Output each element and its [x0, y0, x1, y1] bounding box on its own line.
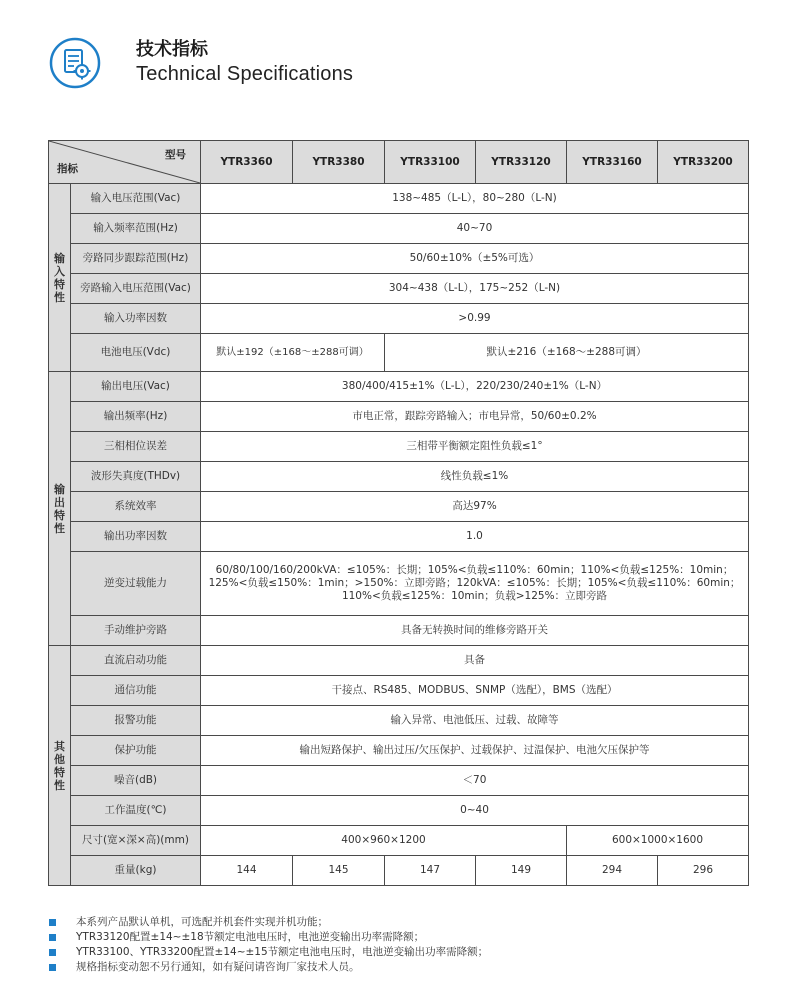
row-label: 尺寸(宽×深×高)(mm) [71, 826, 201, 856]
row-label: 输入电压范围(Vac) [71, 184, 201, 214]
table-row [49, 184, 749, 214]
page-subtitle: Technical Specifications [136, 63, 354, 85]
row-value: 具备无转换时间的维修旁路开关 [201, 616, 749, 646]
row-label: 输入频率范围(Hz) [71, 214, 201, 244]
footnotes [48, 915, 758, 975]
row-value: 输出短路保护、输出过压/欠压保护、过载保护、过温保护、电池欠压保护等 [201, 736, 749, 766]
footnote [48, 945, 758, 960]
table-row [49, 432, 749, 462]
table-row [49, 492, 749, 522]
table-row [49, 856, 749, 886]
table-row [49, 826, 749, 856]
table-row [49, 616, 749, 646]
row-value: 默认±216（±168～±288可调） [385, 334, 749, 372]
row-label: 噪音(dB) [71, 766, 201, 796]
category-output: 输出特性 [49, 372, 71, 646]
row-label: 直流启动功能 [71, 646, 201, 676]
row-value: 40~70 [201, 214, 749, 244]
table-row [49, 214, 749, 244]
footnote-text: 本系列产品默认单机，可选配并机套件实现并机功能； [76, 916, 328, 928]
row-value: 1.0 [201, 522, 749, 552]
table-row [49, 372, 749, 402]
footnote [48, 915, 758, 930]
row-label: 输入功率因数 [71, 304, 201, 334]
spec-table [48, 140, 749, 886]
model-header: YTR3360 [201, 141, 293, 184]
footnote-text: YTR33100、YTR33200配置±14~±15节额定电池电压时，电池逆变输出功率需降额； [76, 946, 489, 958]
row-value: 60/80/100/160/200kVA：≤105%：长期；105%<负载≤110%：60min；110%<负载≤125%：10min；125%<负载≤150%：1min；>150%：立即旁路；120kVA：≤105%：长期；105%<负载≤110%：60min；110%<负载≤125%：10min；负载>125%：立即旁路 [201, 552, 749, 616]
row-value: 600×1000×1600 [567, 826, 749, 856]
row-label: 三相相位误差 [71, 432, 201, 462]
row-value: >0.99 [201, 304, 749, 334]
square-bullet-icon [49, 964, 56, 971]
table-row [49, 766, 749, 796]
row-label: 保护功能 [71, 736, 201, 766]
row-label: 工作温度(℃) [71, 796, 201, 826]
square-bullet-icon [49, 919, 56, 926]
row-value: 三相带平衡额定阻性负载≤1° [201, 432, 749, 462]
row-value: 400×960×1200 [201, 826, 567, 856]
weight-value: 296 [658, 856, 749, 886]
table-row [49, 796, 749, 826]
row-value: 138~485（L-L），80~280（L-N) [201, 184, 749, 214]
row-label: 手动维护旁路 [71, 616, 201, 646]
row-value: ＜70 [201, 766, 749, 796]
square-bullet-icon [49, 934, 56, 941]
row-label: 逆变过载能力 [71, 552, 201, 616]
model-header: YTR33160 [567, 141, 658, 184]
table-row [49, 244, 749, 274]
header-corner-cell [49, 141, 201, 184]
table-row [49, 522, 749, 552]
row-label: 输出电压(Vac) [71, 372, 201, 402]
row-label: 输出频率(Hz) [71, 402, 201, 432]
page-title: 技术指标 [136, 39, 208, 60]
row-label: 电池电压(Vdc) [71, 334, 201, 372]
model-header: YTR33100 [385, 141, 476, 184]
row-value: 线性负载≤1% [201, 462, 749, 492]
table-row [49, 462, 749, 492]
weight-value: 145 [293, 856, 385, 886]
row-label: 重量(kg) [71, 856, 201, 886]
model-header: YTR33120 [476, 141, 567, 184]
square-bullet-icon [49, 949, 56, 956]
table-row [49, 304, 749, 334]
corner-label-model: 型号 [165, 149, 186, 161]
row-value: 50/60±10%（±5%可选） [201, 244, 749, 274]
row-label: 输出功率因数 [71, 522, 201, 552]
weight-value: 147 [385, 856, 476, 886]
row-value: 干接点、RS485、MODBUS、SNMP（选配），BMS（选配） [201, 676, 749, 706]
footnote-text: YTR33120配置±14~±18节额定电池电压时，电池逆变输出功率需降额； [76, 931, 425, 943]
footnote [48, 930, 758, 945]
table-row [49, 676, 749, 706]
diagonal-divider [49, 141, 200, 183]
weight-value: 144 [201, 856, 293, 886]
category-input: 输入特性 [49, 184, 71, 372]
row-label: 波形失真度(THDv) [71, 462, 201, 492]
row-label: 报警功能 [71, 706, 201, 736]
table-row [49, 274, 749, 304]
footnote-text: 规格指标变动恕不另行通知，如有疑问请咨询厂家技术人员。 [76, 961, 360, 973]
row-value: 具备 [201, 646, 749, 676]
table-header-row [49, 141, 749, 184]
model-header: YTR33200 [658, 141, 749, 184]
table-row [49, 402, 749, 432]
row-value: 高达97% [201, 492, 749, 522]
table-row [49, 646, 749, 676]
table-row [49, 706, 749, 736]
corner-label-spec: 指标 [57, 163, 78, 175]
row-value: 0~40 [201, 796, 749, 826]
weight-value: 149 [476, 856, 567, 886]
row-label: 旁路输入电压范围(Vac) [71, 274, 201, 304]
category-other: 其他特性 [49, 646, 71, 886]
table-row [49, 334, 749, 372]
weight-value: 294 [567, 856, 658, 886]
row-label: 通信功能 [71, 676, 201, 706]
model-header: YTR3380 [293, 141, 385, 184]
row-value: 默认±192（±168～±288可调） [201, 334, 385, 372]
row-value: 市电正常，跟踪旁路输入；市电异常，50/60±0.2% [201, 402, 749, 432]
document-gear-icon [49, 37, 101, 89]
footnote [48, 960, 758, 975]
row-label: 旁路同步跟踪范围(Hz) [71, 244, 201, 274]
row-value: 304~438（L-L），175~252（L-N) [201, 274, 749, 304]
row-label: 系统效率 [71, 492, 201, 522]
row-value: 输入异常、电池低压、过载、故障等 [201, 706, 749, 736]
table-row [49, 552, 749, 616]
row-value: 380/400/415±1%（L-L），220/230/240±1%（L-N） [201, 372, 749, 402]
table-row [49, 736, 749, 766]
